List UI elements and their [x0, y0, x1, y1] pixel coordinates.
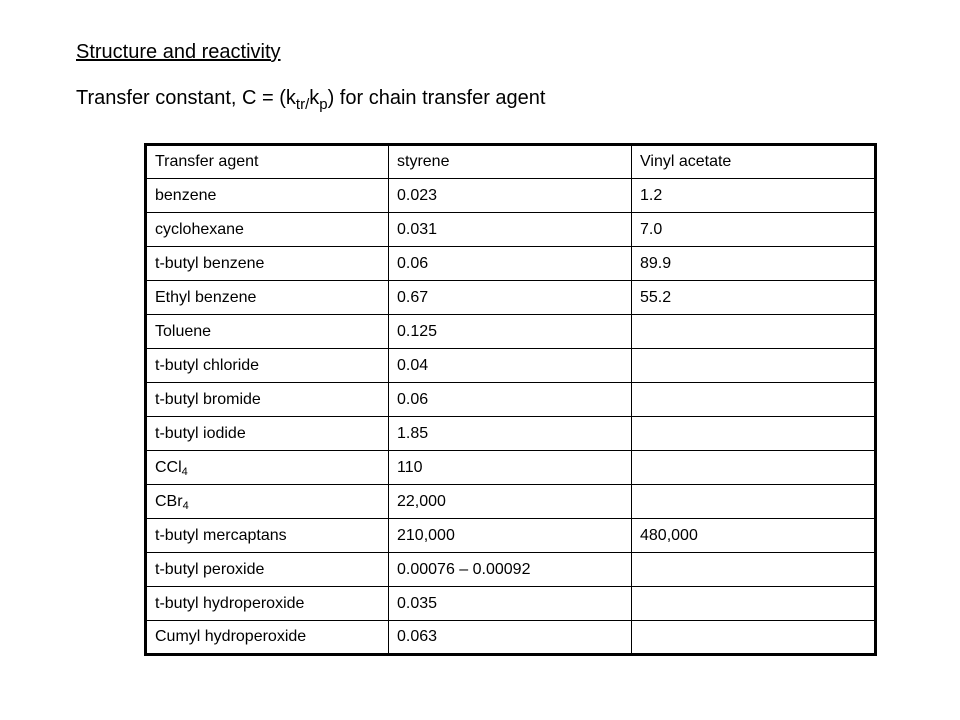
subtitle-subscript-tr: tr/	[295, 96, 310, 113]
table-row	[146, 451, 876, 485]
cell-transfer-agent	[146, 417, 389, 451]
agent-name: t-butyl peroxide	[155, 560, 265, 578]
table-row	[146, 179, 876, 213]
cell-styrene: 0.06	[389, 383, 632, 417]
agent-name: t-butyl mercaptans	[155, 526, 287, 544]
agent-subscript: 4	[181, 465, 188, 478]
agent-name: CCl	[155, 458, 182, 476]
cell-vinyl-acetate	[632, 315, 876, 349]
cell-transfer-agent	[146, 485, 389, 519]
cell-transfer-agent	[146, 451, 389, 485]
cell-styrene: 0.125	[389, 315, 632, 349]
table-row	[146, 281, 876, 315]
cell-styrene: 210,000	[389, 519, 632, 553]
header-cell-transfer-agent: Transfer agent	[146, 145, 389, 179]
agent-name: t-butyl iodide	[155, 424, 246, 442]
header-cell-styrene: styrene	[389, 145, 632, 179]
cell-styrene: 1.85	[389, 417, 632, 451]
agent-name: t-butyl bromide	[155, 390, 261, 408]
subtitle-prefix: Transfer constant, C = (k	[76, 87, 296, 109]
agent-name: Cumyl hydroperoxide	[155, 628, 307, 645]
agent-name: cyclohexane	[155, 220, 244, 238]
table-body	[146, 145, 876, 655]
cell-vinyl-acetate	[632, 349, 876, 383]
cell-transfer-agent	[146, 281, 389, 315]
table-row	[146, 553, 876, 587]
cell-vinyl-acetate	[632, 383, 876, 417]
cell-transfer-agent	[146, 383, 389, 417]
subtitle-mid: k	[309, 87, 320, 109]
table-row	[146, 485, 876, 519]
table-row	[146, 417, 876, 451]
cell-transfer-agent	[146, 247, 389, 281]
agent-name: t-butyl chloride	[155, 356, 260, 374]
cell-transfer-agent	[146, 213, 389, 247]
cell-styrene: 22,000	[389, 485, 632, 519]
subtitle-suffix: ) for chain transfer agent	[327, 87, 546, 109]
table-row	[146, 519, 876, 553]
cell-transfer-agent	[146, 519, 389, 553]
cell-styrene: 0.031	[389, 213, 632, 247]
cell-styrene: 0.00076 – 0.00092	[389, 553, 632, 587]
table-header-row	[146, 145, 876, 179]
agent-name: t-butyl benzene	[155, 254, 265, 272]
agent-name: Ethyl benzene	[155, 288, 257, 306]
cell-styrene: 0.063	[389, 621, 632, 655]
cell-styrene: 0.06	[389, 247, 632, 281]
cell-transfer-agent	[146, 315, 389, 349]
slide-subtitle	[76, 84, 545, 112]
cell-vinyl-acetate: 89.9	[632, 247, 876, 281]
cell-transfer-agent	[146, 621, 389, 655]
table-row	[146, 247, 876, 281]
transfer-constant-table	[144, 143, 877, 656]
cell-styrene: 0.035	[389, 587, 632, 621]
cell-vinyl-acetate	[632, 451, 876, 485]
cell-vinyl-acetate	[632, 621, 876, 655]
slide-heading: Structure and reactivity	[76, 41, 281, 63]
agent-name: t-butyl hydroperoxide	[155, 594, 305, 612]
table-row	[146, 383, 876, 417]
table-row	[146, 315, 876, 349]
cell-transfer-agent	[146, 349, 389, 383]
cell-vinyl-acetate: 55.2	[632, 281, 876, 315]
cell-styrene: 110	[389, 451, 632, 485]
cell-styrene: 0.023	[389, 179, 632, 213]
cell-vinyl-acetate	[632, 485, 876, 519]
cell-transfer-agent	[146, 553, 389, 587]
cell-vinyl-acetate: 7.0	[632, 213, 876, 247]
table-row	[146, 213, 876, 247]
table-row	[146, 587, 876, 621]
header-cell-vinyl-acetate: Vinyl acetate	[632, 145, 876, 179]
cell-vinyl-acetate	[632, 553, 876, 587]
table-row	[146, 349, 876, 383]
agent-name: Toluene	[155, 322, 212, 340]
agent-subscript: 4	[182, 499, 189, 512]
cell-vinyl-acetate	[632, 417, 876, 451]
agent-name: benzene	[155, 186, 217, 204]
agent-name: CBr	[155, 492, 183, 510]
cell-styrene: 0.04	[389, 349, 632, 383]
table-row	[146, 621, 876, 655]
subtitle-subscript-p: p	[319, 96, 328, 113]
cell-vinyl-acetate	[632, 587, 876, 621]
cell-styrene: 0.67	[389, 281, 632, 315]
cell-transfer-agent	[146, 587, 389, 621]
cell-vinyl-acetate: 1.2	[632, 179, 876, 213]
cell-transfer-agent	[146, 179, 389, 213]
cell-vinyl-acetate: 480,000	[632, 519, 876, 553]
